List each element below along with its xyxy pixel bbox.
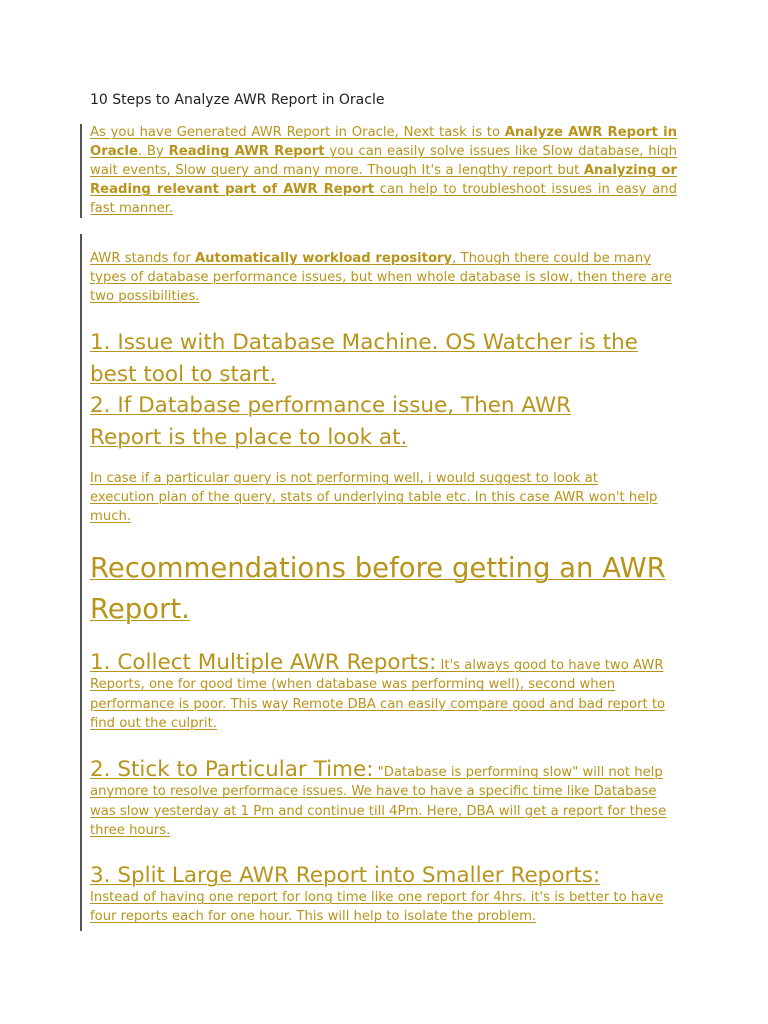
recommendations-heading: Recommendations before getting an AWR Report. bbox=[90, 552, 666, 625]
change-bar bbox=[80, 234, 82, 931]
step-2 bbox=[90, 758, 670, 840]
possibility-item-1: 1. Issue with Database Machine. OS Watcher is the best tool to start. bbox=[90, 330, 638, 387]
query-note-paragraph: In case if a particular query is not performing well, i would suggest to look at execution plan of the query, stats of underlying table etc. In this case AWR won't help much. bbox=[90, 471, 658, 524]
change-bar bbox=[80, 124, 82, 218]
document-title: 10 Steps to Analyze AWR Report in Oracle bbox=[90, 92, 385, 108]
step-3 bbox=[90, 864, 665, 927]
step-2-title: 2. Stick to Particular Time: bbox=[90, 757, 374, 782]
step-2-body: "Database is performing slow" will not help anymore to resolve performace issues. We have to have a specific time like Database was slow yesterday at 1 Pm and continue till 4Pm. Here, DBA will get a report for these three hours. bbox=[90, 765, 667, 838]
step-1-title: 1. Collect Multiple AWR Reports: bbox=[90, 650, 437, 675]
step-3-body: Instead of having one report for long time like one report for 4hrs. it's is better to have four reports each for one hour. This will help to isolate the problem. bbox=[90, 890, 664, 925]
intro-paragraph: As you have Generated AWR Report in Oracle, Next task is to Analyze AWR Report in Oracle. By Reading AWR Report you can easily solve issues like Slow database, high wait events, Slow query and many more. Though It's a lengthy report but Analyzing or Reading relevant part of AWR Report can help to troubleshoot issues in easy and fast manner. bbox=[90, 125, 678, 216]
step-1 bbox=[90, 651, 680, 733]
awr-definition-paragraph: AWR stands for Automatically workload repository, Though there could be many types of database performance issues, but when whole database is slow, then there are two possibilities. bbox=[90, 251, 673, 304]
step-1-body: It's always good to have two AWR Reports, one for good time (when database was performing well), second when performance is poor. This way Remote DBA can easily compare good and bad report to find out the culprit. bbox=[90, 658, 666, 731]
possibility-item-2: 2. If Database performance issue, Then AWR Report is the place to look at. bbox=[90, 393, 572, 450]
step-3-title: 3. Split Large AWR Report into Smaller Reports: bbox=[90, 863, 601, 888]
